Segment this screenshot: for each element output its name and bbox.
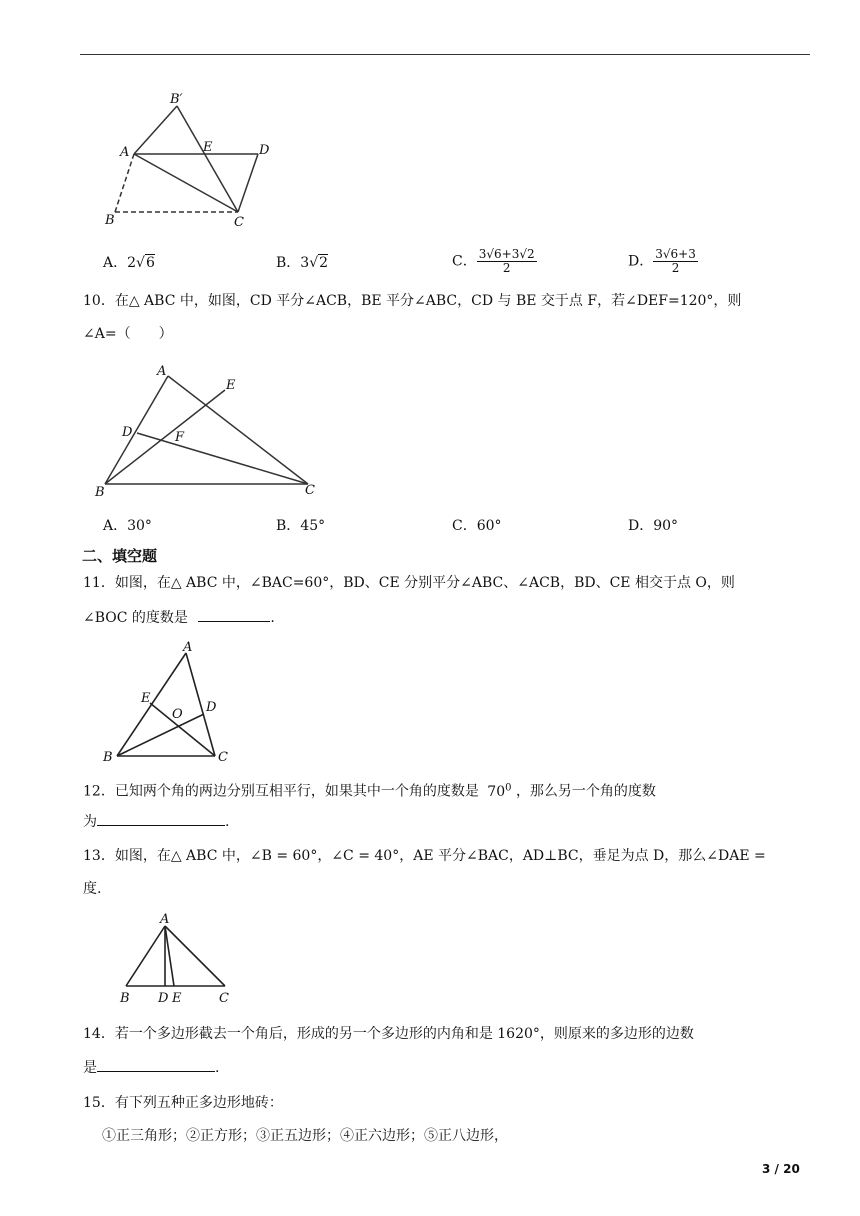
q15-line1: 15．有下列五种正多边形地砖：: [83, 1095, 283, 1111]
label-Bprime: B′: [170, 92, 183, 107]
q14-line2: 是 .: [83, 1057, 219, 1078]
q9-option-d: D． $\frac{3√6+3}{2}$: [628, 247, 696, 275]
label-B: B: [105, 213, 115, 228]
q10-line2: ∠A=（ ）: [83, 326, 173, 342]
q11-label-B: B: [103, 750, 113, 765]
q13-figure: [110, 908, 245, 1010]
q11-figure: [100, 636, 240, 768]
section-title: 二、填空题: [82, 547, 158, 565]
q13-line2: 度.: [83, 881, 102, 897]
q13-label-D: D: [158, 991, 169, 1006]
q14-answer-blank[interactable]: [97, 1057, 215, 1072]
q12-line2: 为 .: [83, 811, 229, 832]
label-E: E: [203, 140, 213, 155]
q9-option-a: A．2√6: [103, 255, 155, 271]
q10-figure: [92, 360, 322, 500]
q11-line2: ∠BOC 的度数是 .: [83, 607, 275, 628]
q11-label-E: E: [141, 691, 151, 706]
page-number: 3 / 20: [762, 1162, 800, 1176]
q10-label-B: B: [95, 485, 105, 500]
q14-line1: 14．若一个多边形截去一个角后，形成的另一个多边形的内角和是 1620°，则原来的多边形的边数: [83, 1026, 694, 1042]
q10-option-a: A．30°: [103, 518, 152, 534]
q10-option-b: B．45°: [276, 518, 326, 534]
q13-label-B: B: [120, 991, 130, 1006]
q13-label-A: A: [160, 912, 170, 927]
q10-label-A: A: [157, 364, 167, 379]
header-rule: [80, 54, 810, 55]
q9-option-c: C． $\frac{3√6+3√2}{2}$: [452, 247, 535, 275]
q11-line1: 11．如图，在△ ABC 中，∠BAC=60°，BD、CE 分别平分∠ABC、∠ACB，BD、CE 相交于点 O，则: [83, 575, 735, 591]
label-D: D: [259, 143, 270, 158]
label-C: C: [234, 215, 244, 230]
q15-line2: ①正三角形；②正方形；③正五边形；④正六边形；⑤正八边形，: [102, 1128, 508, 1144]
q13-label-E: E: [172, 991, 182, 1006]
q11-answer-blank[interactable]: [198, 607, 270, 622]
q10-label-E: E: [226, 378, 236, 393]
q12-value: $70^0$: [487, 782, 512, 800]
q10-line1: 10．在△ ABC 中，如图，CD 平分∠ACB，BE 平分∠ABC，CD 与 BE 交于点 F，若∠DEF=120°，则: [83, 293, 742, 309]
q10-option-d: D．90°: [628, 518, 679, 534]
q12-answer-blank[interactable]: [97, 811, 225, 826]
q11-label-O: O: [172, 707, 183, 722]
q10-label-F: F: [175, 430, 185, 445]
q12-line1: 12．已知两个角的两边分别互相平行，如果其中一个角的度数是 $70^0$ ，那么另一个角的度数: [83, 782, 656, 800]
q10-label-C: C: [305, 483, 315, 498]
q13-label-C: C: [219, 991, 229, 1006]
q9-option-b: B．3√2: [276, 255, 329, 271]
q10-option-c: C．60°: [452, 518, 502, 534]
q11-label-C: C: [218, 750, 228, 765]
q9-figure: [100, 88, 290, 230]
q13-line1: 13．如图，在△ ABC 中，∠B = 60°，∠C = 40°，AE 平分∠BAC，AD⊥BC，垂足为点 D，那么∠DAE =: [83, 848, 766, 864]
q10-label-D: D: [122, 425, 133, 440]
q11-label-D: D: [206, 700, 217, 715]
q11-label-A: A: [183, 640, 193, 655]
label-A: A: [120, 145, 130, 160]
